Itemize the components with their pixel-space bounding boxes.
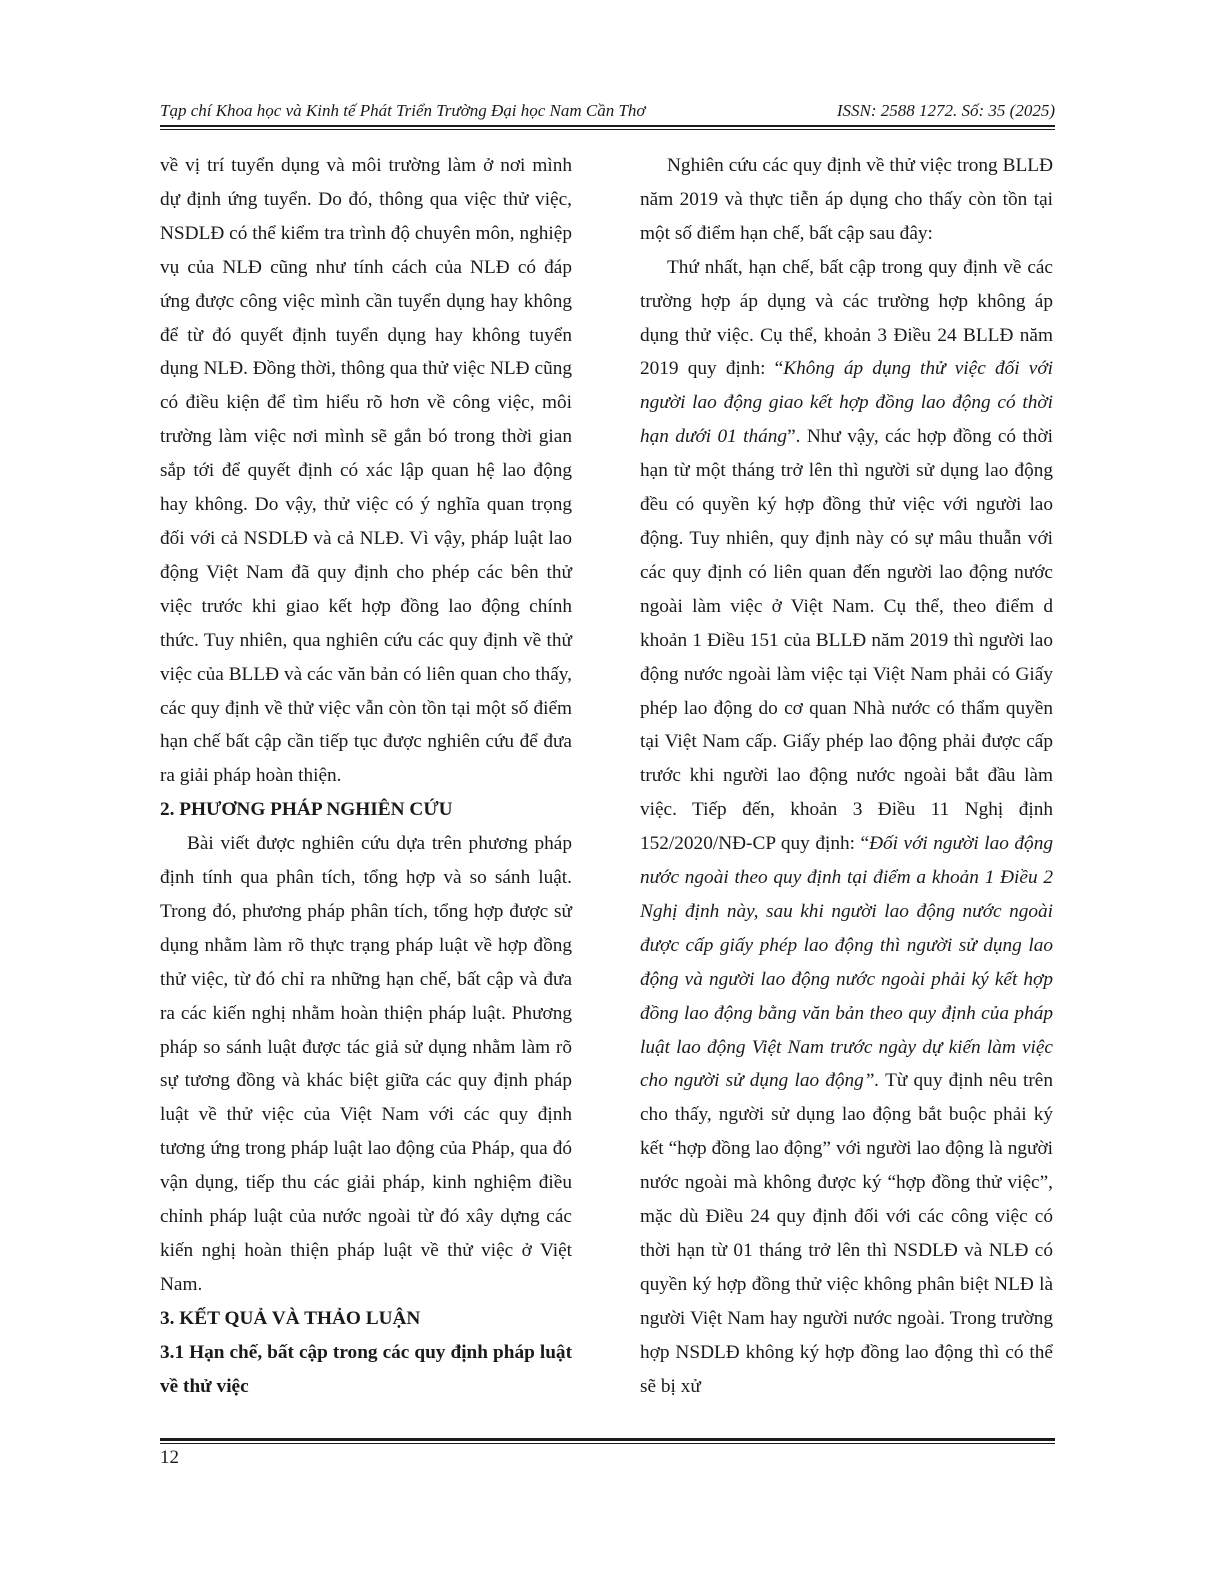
page-number: 12 <box>160 1447 179 1468</box>
issn-issue: ISSN: 2588 1272. Số: 35 (2025) <box>836 101 1055 120</box>
right-column <box>640 149 1053 1404</box>
paragraph: về vị trí tuyển dụng và môi trường làm ở nơi mình dự định ứng tuyển. Do đó, thông qua việc thử việc, NSDLĐ có thể kiểm tra trình độ chuyên môn, nghiệp vụ của NLĐ cũng như tính cách của NLĐ có đáp ứng được công việc mình cần tuyển dụng hay không để từ đó quyết định tuyển dụng hay không tuyển dụng NLĐ. Đồng thời, thông qua thử việc NLĐ cũng có điều kiện để tìm hiểu rõ hơn về công việc, môi trường làm việc nơi mình sẽ gắn bó trong thời gian sắp tới để quyết định có xác lập quan hệ lao động hay không. Do vậy, thử việc có ý nghĩa quan trọng đối với cả NSDLĐ và cả NLĐ. Vì vậy, pháp luật lao động Việt Nam đã quy định cho phép các bên thử việc trước khi giao kết hợp đồng lao động chính thức. Tuy nhiên, qua nghiên cứu các quy định về thử việc của BLLĐ và các văn bản có liên quan cho thấy, các quy định về thử việc vẫn còn tồn tại một số điểm hạn chế bất cập cần tiếp tục được nghiên cứu để đưa ra giải pháp hoàn thiện. <box>160 155 572 787</box>
text-run: Thứ nhất, hạn chế, bất cập trong quy định về các trường hợp áp dụng và các trường hợp không áp dụng thử việc. Cụ thể, khoản 3 Điều 24 BLLĐ năm 2019 quy định: “ <box>640 256 1053 380</box>
subsection-heading: 3.1 Hạn chế, bất cập trong các quy định pháp luật về thử việc <box>160 1341 572 1397</box>
paragraph: Nghiên cứu các quy định về thử việc trong BLLĐ năm 2019 và thực tiễn áp dụng cho thấy còn tồn tại một số điểm hạn chế, bất cập sau đây: <box>640 155 1053 244</box>
left-column <box>160 149 572 1404</box>
text-run: Từ quy định nêu trên cho thấy, người sử dụng lao động bắt buộc phải ký kết “hợp đồng lao động” với người lao động là người nước ngoài mà không được ký “hợp đồng thử việc”, mặc dù Điều 24 quy định đối với các công việc có thời hạn từ 01 tháng trở lên thì NSDLĐ và NLĐ có quyền ký hợp đồng thử việc không phân biệt NLĐ là người Việt Nam hay người nước ngoài. Trong trường hợp NSDLĐ không ký hợp đồng lao động thì có thể sẽ bị xử <box>640 1070 1053 1397</box>
section-heading-results: 3. KẾT QUẢ VÀ THẢO LUẬN <box>160 1307 421 1329</box>
text-run: ”. Như vậy, các hợp đồng có thời hạn từ một tháng trở lên thì người sử dụng lao động đều có quyền ký hợp đồng thử việc với người lao động. Tuy nhiên, quy định này có sự mâu thuẫn với các quy định có liên quan đến người lao động nước ngoài làm việc ở Việt Nam. Cụ thể, theo điểm d khoản 1 Điều 151 của BLLĐ năm 2019 thì người lao động nước ngoài làm việc tại Việt Nam phải có Giấy phép lao động do cơ quan Nhà nước có thẩm quyền tại Việt Nam cấp. Giấy phép lao động phải được cấp trước khi người lao động nước ngoài bắt đầu làm việc. Tiếp đến, khoản 3 Điều 11 Nghị định 152/2020/NĐ-CP quy định: “ <box>640 426 1053 855</box>
quoted-provision: Đối với người lao động nước ngoài theo quy định tại điểm a khoản 1 Điều 2 Nghị định này, sau khi người lao động nước ngoài được cấp giấy phép lao động thì người sử dụng lao động và người lao động nước ngoài phải ký kết hợp đồng lao động bằng văn bản theo quy định của pháp luật lao động Việt Nam trước ngày dự kiến làm việc cho người sử dụng lao động”. <box>640 833 1053 1092</box>
journal-title: Tạp chí Khoa học và Kinh tế Phát Triển Trường Đại học Nam Cần Thơ <box>160 101 646 120</box>
section-heading-methods: 2. PHƯƠNG PHÁP NGHIÊN CỨU <box>160 799 453 821</box>
running-header <box>160 101 1055 123</box>
header-rule <box>160 125 1055 130</box>
quoted-provision: Không áp dụng thử việc đối với người lao động giao kết hợp đồng lao động có thời hạn dưới 01 tháng <box>640 358 1053 448</box>
paragraph <box>640 251 1053 1404</box>
footer-rule <box>160 1438 1055 1444</box>
paragraph: Bài viết được nghiên cứu dựa trên phương pháp định tính qua phân tích, tổng hợp và so sánh luật. Trong đó, phương pháp phân tích, tổng hợp được sử dụng nhằm làm rõ thực trạng pháp luật về hợp đồng thử việc, từ đó chỉ ra những hạn chế, bất cập và đưa ra các kiến nghị nhằm hoàn thiện pháp luật. Phương pháp so sánh luật được tác giả sử dụng nhằm làm rõ sự tương đồng và khác biệt giữa các quy định pháp luật về thử việc của Việt Nam với các quy định tương ứng trong pháp luật lao động của Pháp, qua đó vận dụng, tiếp thu các giải pháp, kinh nghiệm điều chỉnh pháp luật của nước ngoài từ đó xây dựng các kiến nghị hoàn thiện pháp luật về thử việc ở Việt Nam. <box>160 833 572 1295</box>
